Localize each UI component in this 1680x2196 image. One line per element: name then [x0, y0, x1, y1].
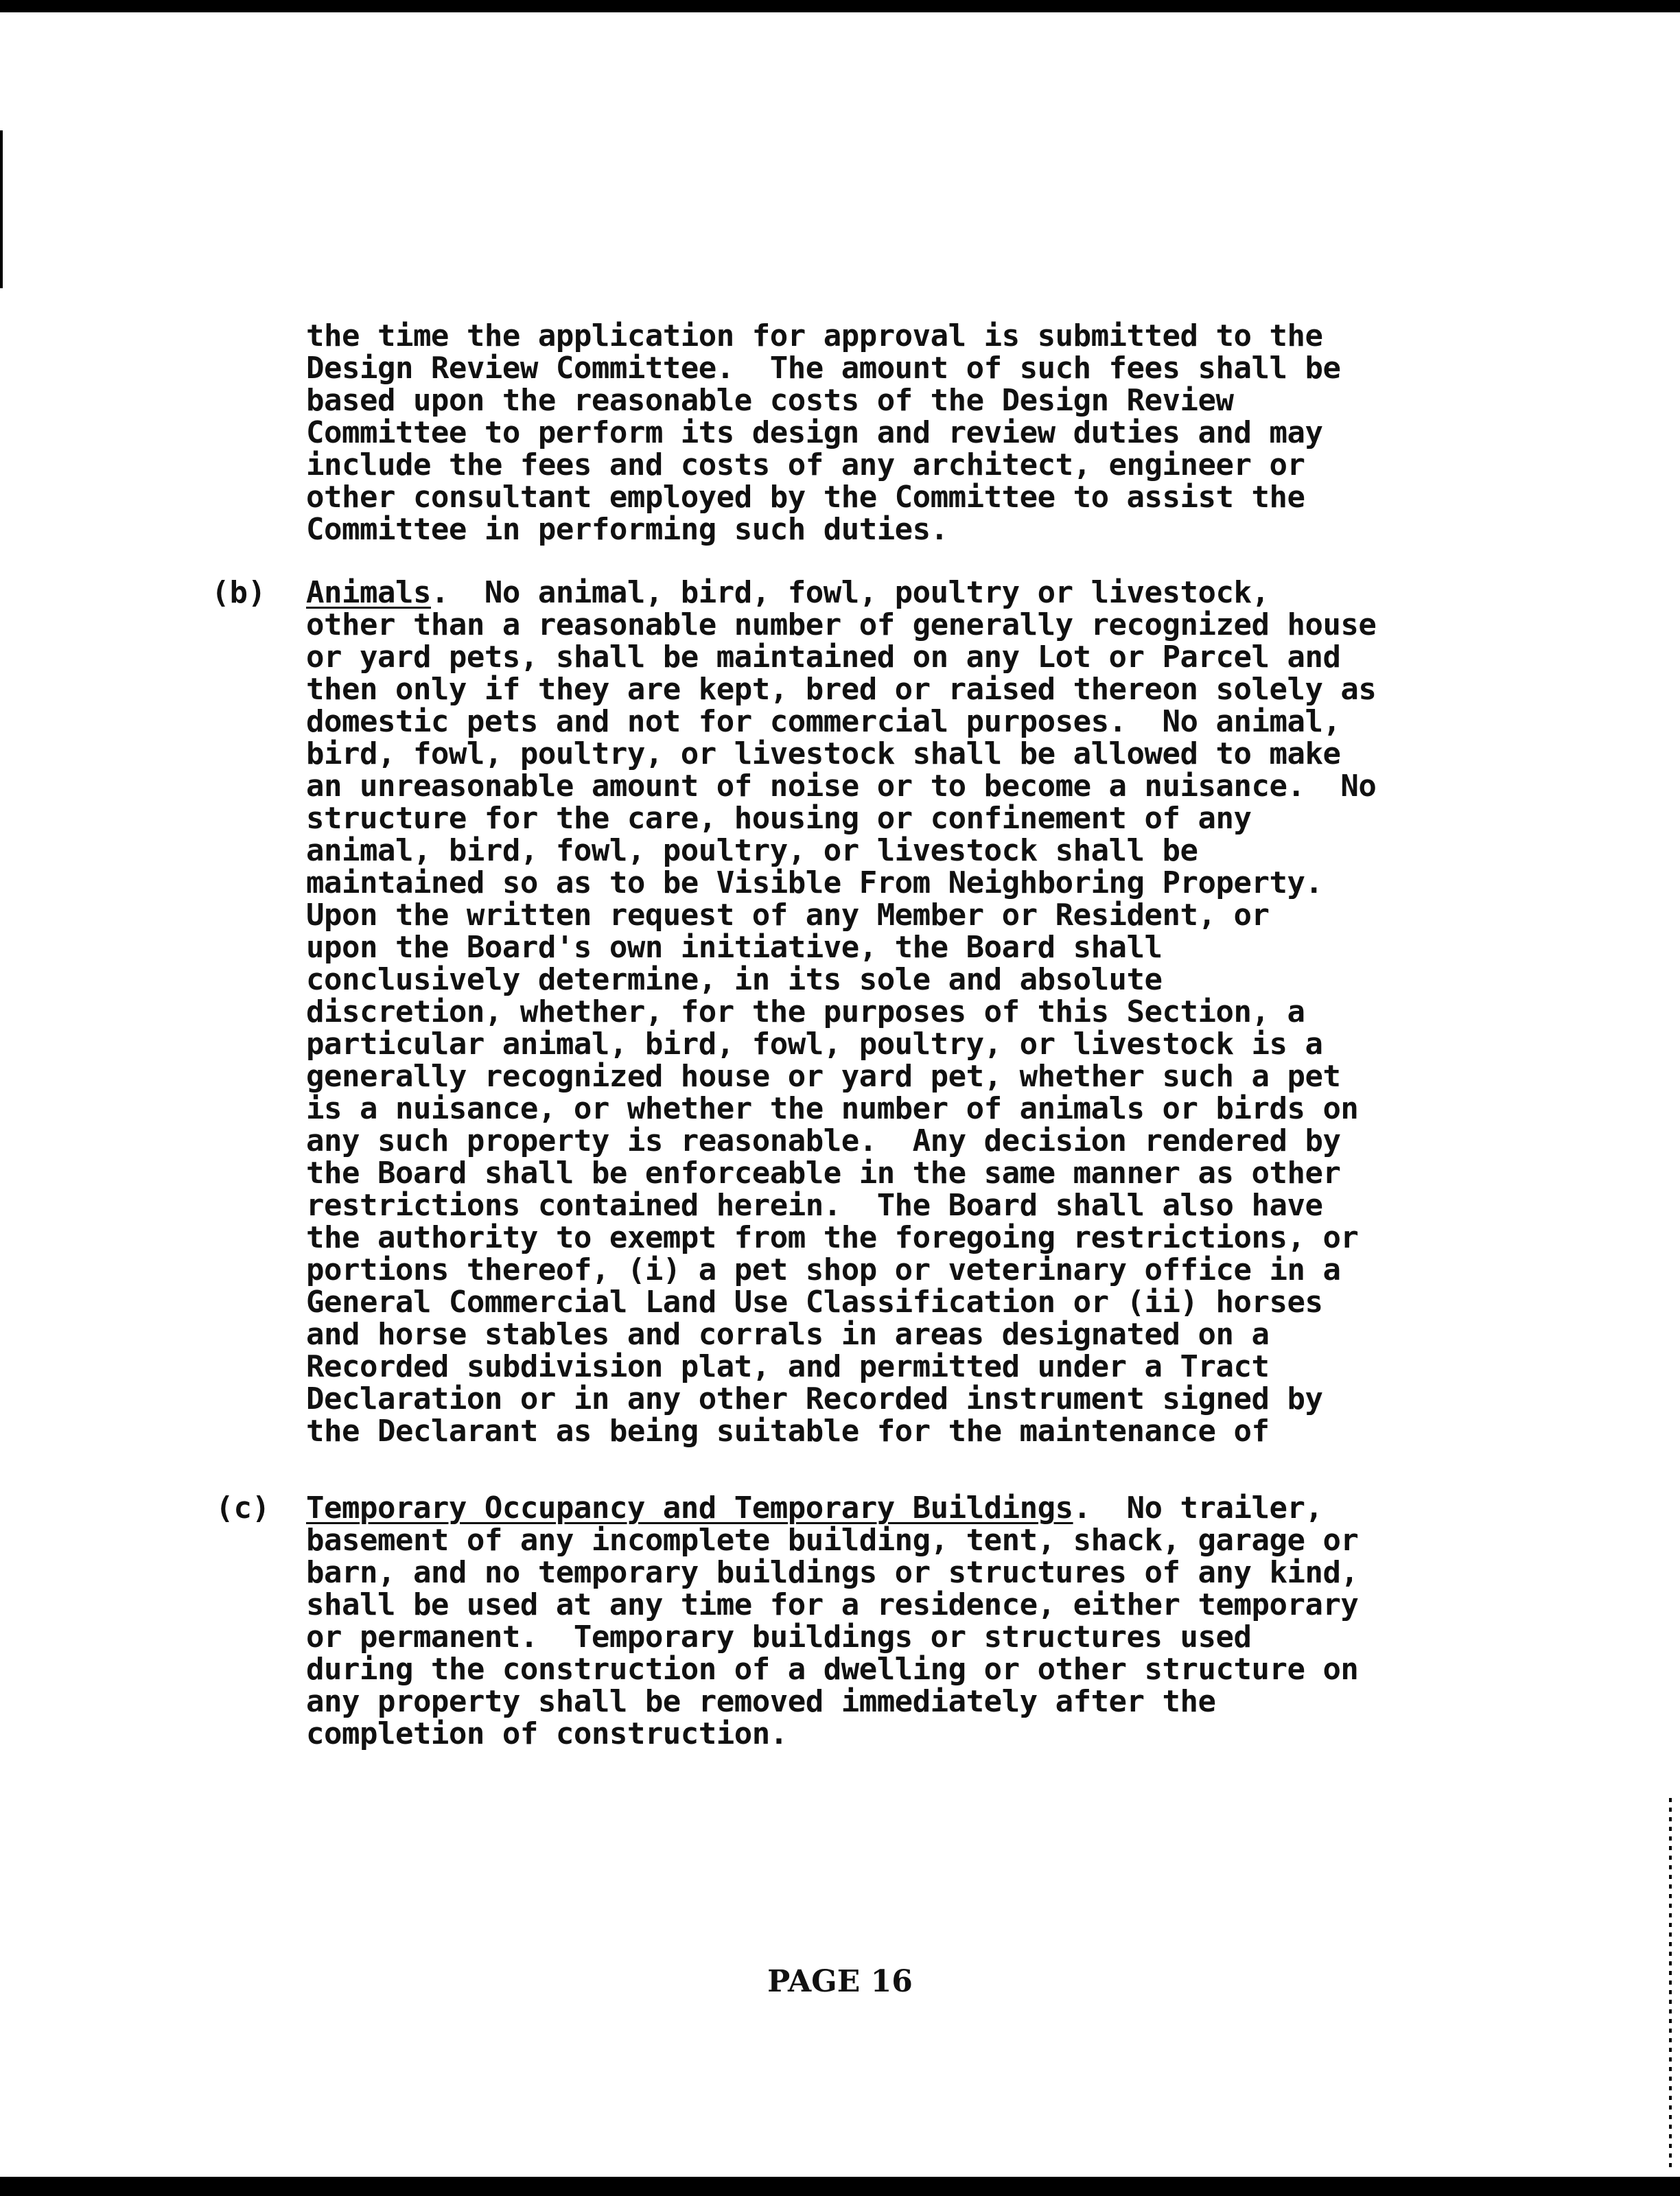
scan-bottom-border — [0, 2177, 1680, 2196]
section-b-line: Upon the written request of any Member or Resident, or — [306, 898, 1270, 933]
section-b-line: an unreasonable amount of noise or to become a nuisance. No — [306, 769, 1377, 804]
section-c-line: any property shall be removed immediately after the — [306, 1684, 1216, 1719]
section-b-line: maintained so as to be Visible From Neighboring Property. — [306, 865, 1323, 900]
section-c-line: or permanent. Temporary buildings or structures used — [306, 1620, 1252, 1655]
section-b-line: animal, bird, fowl, poultry, or livestock shall be — [306, 833, 1198, 868]
section-c-heading: Temporary Occupancy and Temporary Buildings — [306, 1491, 1073, 1526]
section-b-line: the Declarant as being suitable for the maintenance of — [306, 1414, 1270, 1449]
section-c-line: barn, and no temporary buildings or structures of any kind, — [306, 1555, 1359, 1590]
section-b-line: then only if they are kept, bred or raised thereon solely as — [306, 672, 1377, 707]
intro-line: Committee in performing such duties. — [306, 512, 948, 547]
section-b-line: is a nuisance, or whether the number of animals or birds on — [306, 1091, 1359, 1126]
section-c-line: completion of construction. — [306, 1716, 788, 1751]
section-b-line: the Board shall be enforceable in the same manner as other — [306, 1156, 1341, 1191]
section-c-first-line-rest: . No trailer, — [1073, 1491, 1323, 1526]
section-b-line: domestic pets and not for commercial purposes. No animal, — [306, 704, 1341, 739]
section-b-first-line-rest: . No animal, bird, fowl, poultry or livestock, — [430, 575, 1270, 610]
section-b-line: bird, fowl, poultry, or livestock shall be allowed to make — [306, 736, 1341, 771]
section-b-line: structure for the care, housing or confinement of any — [306, 801, 1252, 836]
section-b-line: General Commercial Land Use Classification or (ii) horses — [306, 1285, 1323, 1320]
intro-line: the time the application for approval is submitted to the — [306, 318, 1323, 353]
section-b-line: other than a reasonable number of generally recognized house — [306, 607, 1377, 642]
section-b-first-line — [306, 576, 1562, 609]
section-b-line: or yard pets, shall be maintained on any Lot or Parcel and — [306, 640, 1341, 675]
intro-paragraph — [306, 320, 1562, 546]
section-b-paragraph — [306, 576, 1562, 1447]
section-b-line: particular animal, bird, fowl, poultry, or livestock is a — [306, 1027, 1323, 1062]
intro-line: other consultant employed by the Committee to assist the — [306, 480, 1305, 515]
section-b-label: (b) — [211, 575, 266, 610]
section-b-heading: Animals — [306, 575, 431, 610]
section-c-label: (c) — [215, 1491, 270, 1526]
intro-line: based upon the reasonable costs of the Design Review — [306, 383, 1234, 418]
section-c-line: basement of any incomplete building, tent, shack, garage or — [306, 1523, 1359, 1558]
section-b-line: upon the Board's own initiative, the Board shall — [306, 930, 1163, 965]
section-c-first-line — [306, 1492, 1562, 1524]
section-b-line: the authority to exempt from the foregoing restrictions, or — [306, 1220, 1359, 1255]
intro-line: Design Review Committee. The amount of such fees shall be — [306, 351, 1341, 386]
section-b-line: discretion, whether, for the purposes of this Section, a — [306, 994, 1305, 1029]
section-b-line: conclusively determine, in its sole and absolute — [306, 962, 1163, 997]
intro-line: Committee to perform its design and review duties and may — [306, 415, 1323, 450]
page-number: PAGE 16 — [767, 1964, 913, 1999]
intro-line: include the fees and costs of any architect, engineer or — [306, 447, 1305, 482]
section-b-line: restrictions contained herein. The Board shall also have — [306, 1188, 1323, 1223]
section-b-line: portions thereof, (i) a pet shop or veterinary office in a — [306, 1252, 1341, 1287]
section-b-line: Recorded subdivision plat, and permitted under a Tract — [306, 1349, 1270, 1384]
section-c-line: shall be used at any time for a residence, either temporary — [306, 1587, 1359, 1622]
section-b-line: and horse stables and corrals in areas designated on a — [306, 1317, 1270, 1352]
section-b-line: generally recognized house or yard pet, whether such a pet — [306, 1059, 1341, 1094]
section-c-line: during the construction of a dwelling or other structure on — [306, 1652, 1359, 1687]
section-c-paragraph — [306, 1492, 1562, 1750]
section-b-line: Declaration or in any other Recorded instrument signed by — [306, 1381, 1323, 1416]
section-b-line: any such property is reasonable. Any decision rendered by — [306, 1123, 1341, 1158]
